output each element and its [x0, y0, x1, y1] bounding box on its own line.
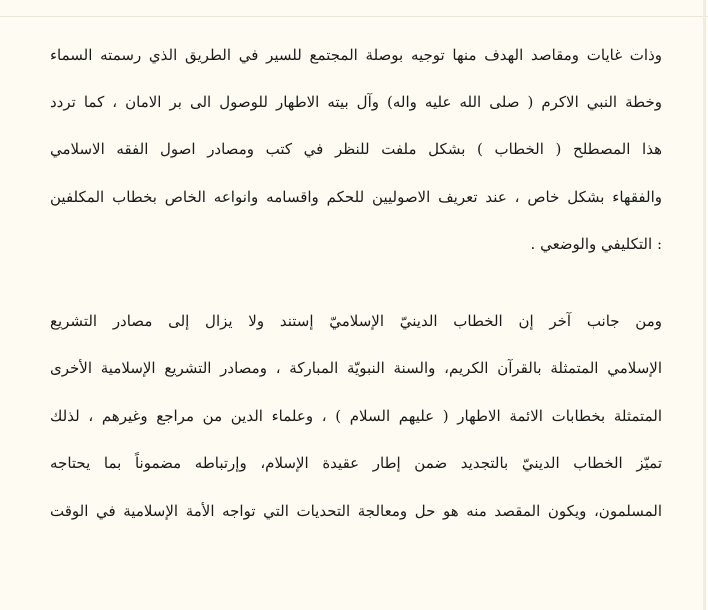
text-line: وذات غايات ومقاصد الهدف منها توجيه بوصلة المجتمع للسير في الطريق الذي رسمته السماء [50, 46, 662, 64]
text-line: وخطة النبي الاكرم ( صلى الله عليه واله) وآل بيته الاطهار للوصول الى بر الامان ، كما تردد [50, 93, 662, 111]
text-line: والفقهاء بشكل خاص ، عند تعريف الاصوليين للحكم واقسامه وانواعه الخاص بخطاب المكلفين [50, 188, 662, 206]
text-line: تميّز الخطاب الدينيّ بالتجديد ضمن إطار عقيدة الإسلام، وإرتباطه مضموناً بما يحتاجه [50, 454, 662, 472]
text-line: المتمثلة بخطابات الائمة الاطهار ( عليهم السلام ) ، وعلماء الدين من مراجع وغيرهم ، لذلك [50, 407, 662, 425]
text-line: هذا المصطلح ( الخطاب ) بشكل ملفت للنظر في كتب ومصادر اصول الفقه الاسلامي [50, 140, 662, 158]
top-divider [0, 16, 708, 17]
text-line: الإسلامي المتمثلة بالقرآن الكريم، والسنة النبويّة المباركة ، ومصادر التشريع الإسلامية الأخرى [50, 359, 662, 377]
text-line: : التكليفي والوضعي . [530, 235, 662, 253]
text-line: المسلمون، ويكون المقصد منه هو حل ومعالجة التحديات التي تواجه الأمة الإسلامية في الوقت [50, 502, 662, 520]
right-edge [703, 0, 706, 610]
text-line: ومن جانب آخر إن الخطاب الدينيّ الإسلاميّ إستند ولا يزال إلى مصادر التشريع [50, 312, 662, 330]
